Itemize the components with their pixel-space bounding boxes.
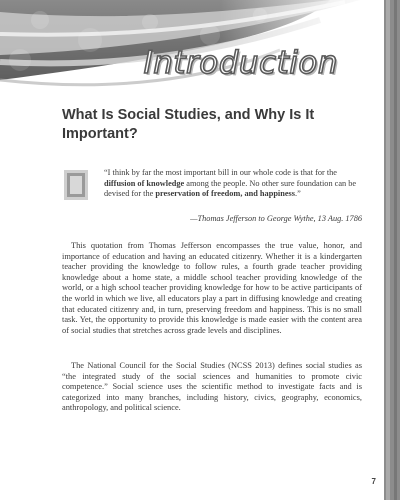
page-number: 7 xyxy=(371,477,376,486)
quote-emphasis: diffusion of knowledge xyxy=(104,178,185,188)
quote-mark-icon xyxy=(64,170,88,200)
page-title: Introduction xyxy=(143,45,338,81)
quote-text-part: among the people. No other sure foundation can be devised for the xyxy=(104,178,357,198)
quote-emphasis: preservation of freedom, and happiness xyxy=(155,189,295,198)
body-paragraph: This quotation from Thomas Jefferson encompasses the true value, honor, and importance of education and having an educated citizenry. Whether it is a kindergarten teacher providing the knowledge to follow rules, a fourth grade teacher providing knowledge about a home state, a middle school teacher providing knowledge of the world, or a high school teacher providing knowledge for how to be active participants of the world in which we live, all educators play a part in diffusing knowledge and creating that educated citizenry and, in turn, preserving freedom and happiness. This is no small task. Yet, the opportunity to provide this knowledge is made easier with the content area of social studies that stretches across grade levels and disciplines. xyxy=(62,241,362,335)
page-edge-strip xyxy=(384,0,400,500)
quote-text xyxy=(104,168,363,200)
quote-attribution: —Thomas Jefferson to George Wythe, 13 Aug. 1786 xyxy=(190,214,362,223)
body-paragraph: The National Council for the Social Studies (NCSS 2013) defines social studies as “the integrated study of the social sciences and humanities to promote civic competence.” Social science uses the scientific method to investigate facts and is categorized into many branches, including history, civics, geography, economics, anthropology, and political science. xyxy=(62,361,362,413)
quote-text-part: .” xyxy=(295,189,301,198)
section-heading: What Is Social Studies, and Why Is It Important? xyxy=(62,107,315,142)
quote-text-part: “I think by far the most important bill in our whole code is that for the xyxy=(104,168,337,177)
